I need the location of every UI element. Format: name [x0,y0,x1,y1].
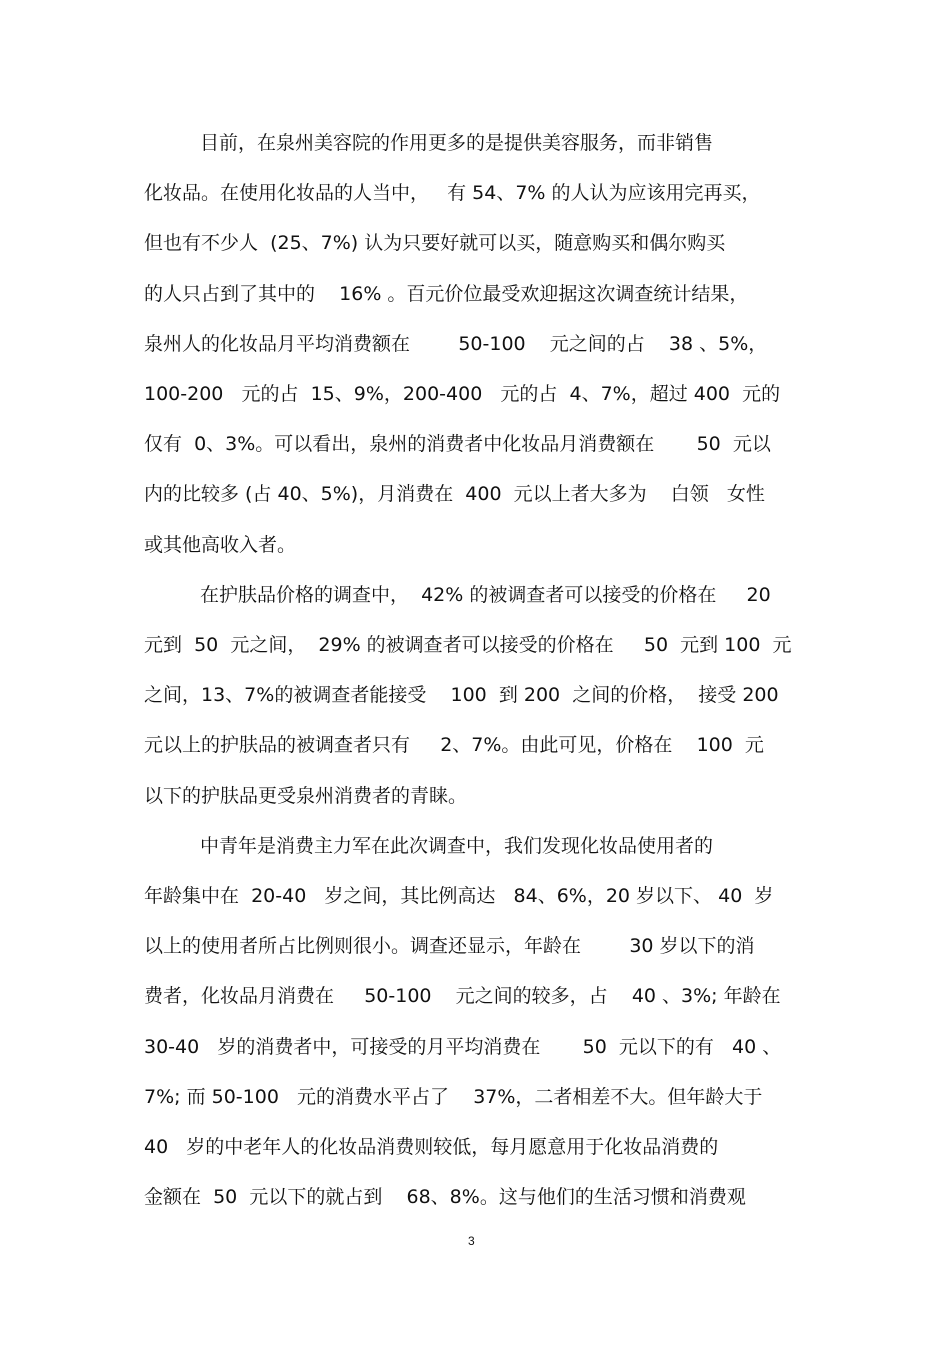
text-line: 的人只占到了其中的 16% 。百元价位最受欢迎据这次调查统计结果， [144,283,749,305]
text-line: 但也有不少人 (25、7%) 认为只要好就可以买，随意购买和偶尔购买 [144,232,726,254]
text-line: 仅有 0、3%。可以看出，泉州的消费者中化妆品月消费额在 50 元以 [144,433,771,455]
text-line: 目前，在泉州美容院的作用更多的是提供美容服务，而非销售 [200,132,714,154]
text-line: 以下的护肤品更受泉州消费者的青睐。 [144,785,468,807]
text-line: 以上的使用者所占比例则很小。调查还显示，年龄在 30 岁以下的消 [144,935,755,957]
text-line: 30-40 岁的消费者中，可接受的月平均消费在 50 元以下的有 40 、 [144,1036,782,1058]
text-line: 金额在 50 元以下的就占到 68、8%。这与他们的生活习惯和消费观 [144,1186,746,1208]
text-line: 费者，化妆品月消费在 50-100 元之间的较多，占 40 、3%; 年龄在 [144,985,781,1007]
text-line: 100-200 元的占 15、9%，200-400 元的占 4、7%，超过 400 元的 [144,383,781,405]
text-line: 之间，13、7%的被调查者能接受 100 到 200 之间的价格， 接受 200 [144,684,779,706]
text-line: 40 岁的中老年人的化妆品消费则较低，每月愿意用于化妆品消费的 [144,1136,719,1158]
page-number: 3 [468,1234,475,1248]
text-line: 在护肤品价格的调查中， 42% 的被调查者可以接受的价格在 20 [200,584,771,606]
text-line: 7%; 而 50-100 元的消费水平占了 37%，二者相差不大。但年龄大于 [144,1086,763,1108]
text-line: 元到 50 元之间， 29% 的被调查者可以接受的价格在 50 元到 100 元 [144,634,792,656]
text-line: 或其他高收入者。 [144,534,297,556]
text-line: 年龄集中在 20-40 岁之间，其比例高达 84、6%，20 岁以下、 40 岁 [144,885,774,907]
text-line: 元以上的护肤品的被调查者只有 2、7%。由此可见，价格在 100 元 [144,734,764,756]
text-line: 化妆品。在使用化妆品的人当中， 有 54、7% 的人认为应该用完再买， [144,182,761,204]
text-line: 中青年是消费主力军在此次调查中，我们发现化妆品使用者的 [200,835,714,857]
text-line: 泉州人的化妆品月平均消费额在 50-100 元之间的占 38 、5%， [144,333,768,355]
text-line: 内的比较多 (占 40、5%)，月消费在 400 元以上者大多为 白领 女性 [144,483,765,505]
